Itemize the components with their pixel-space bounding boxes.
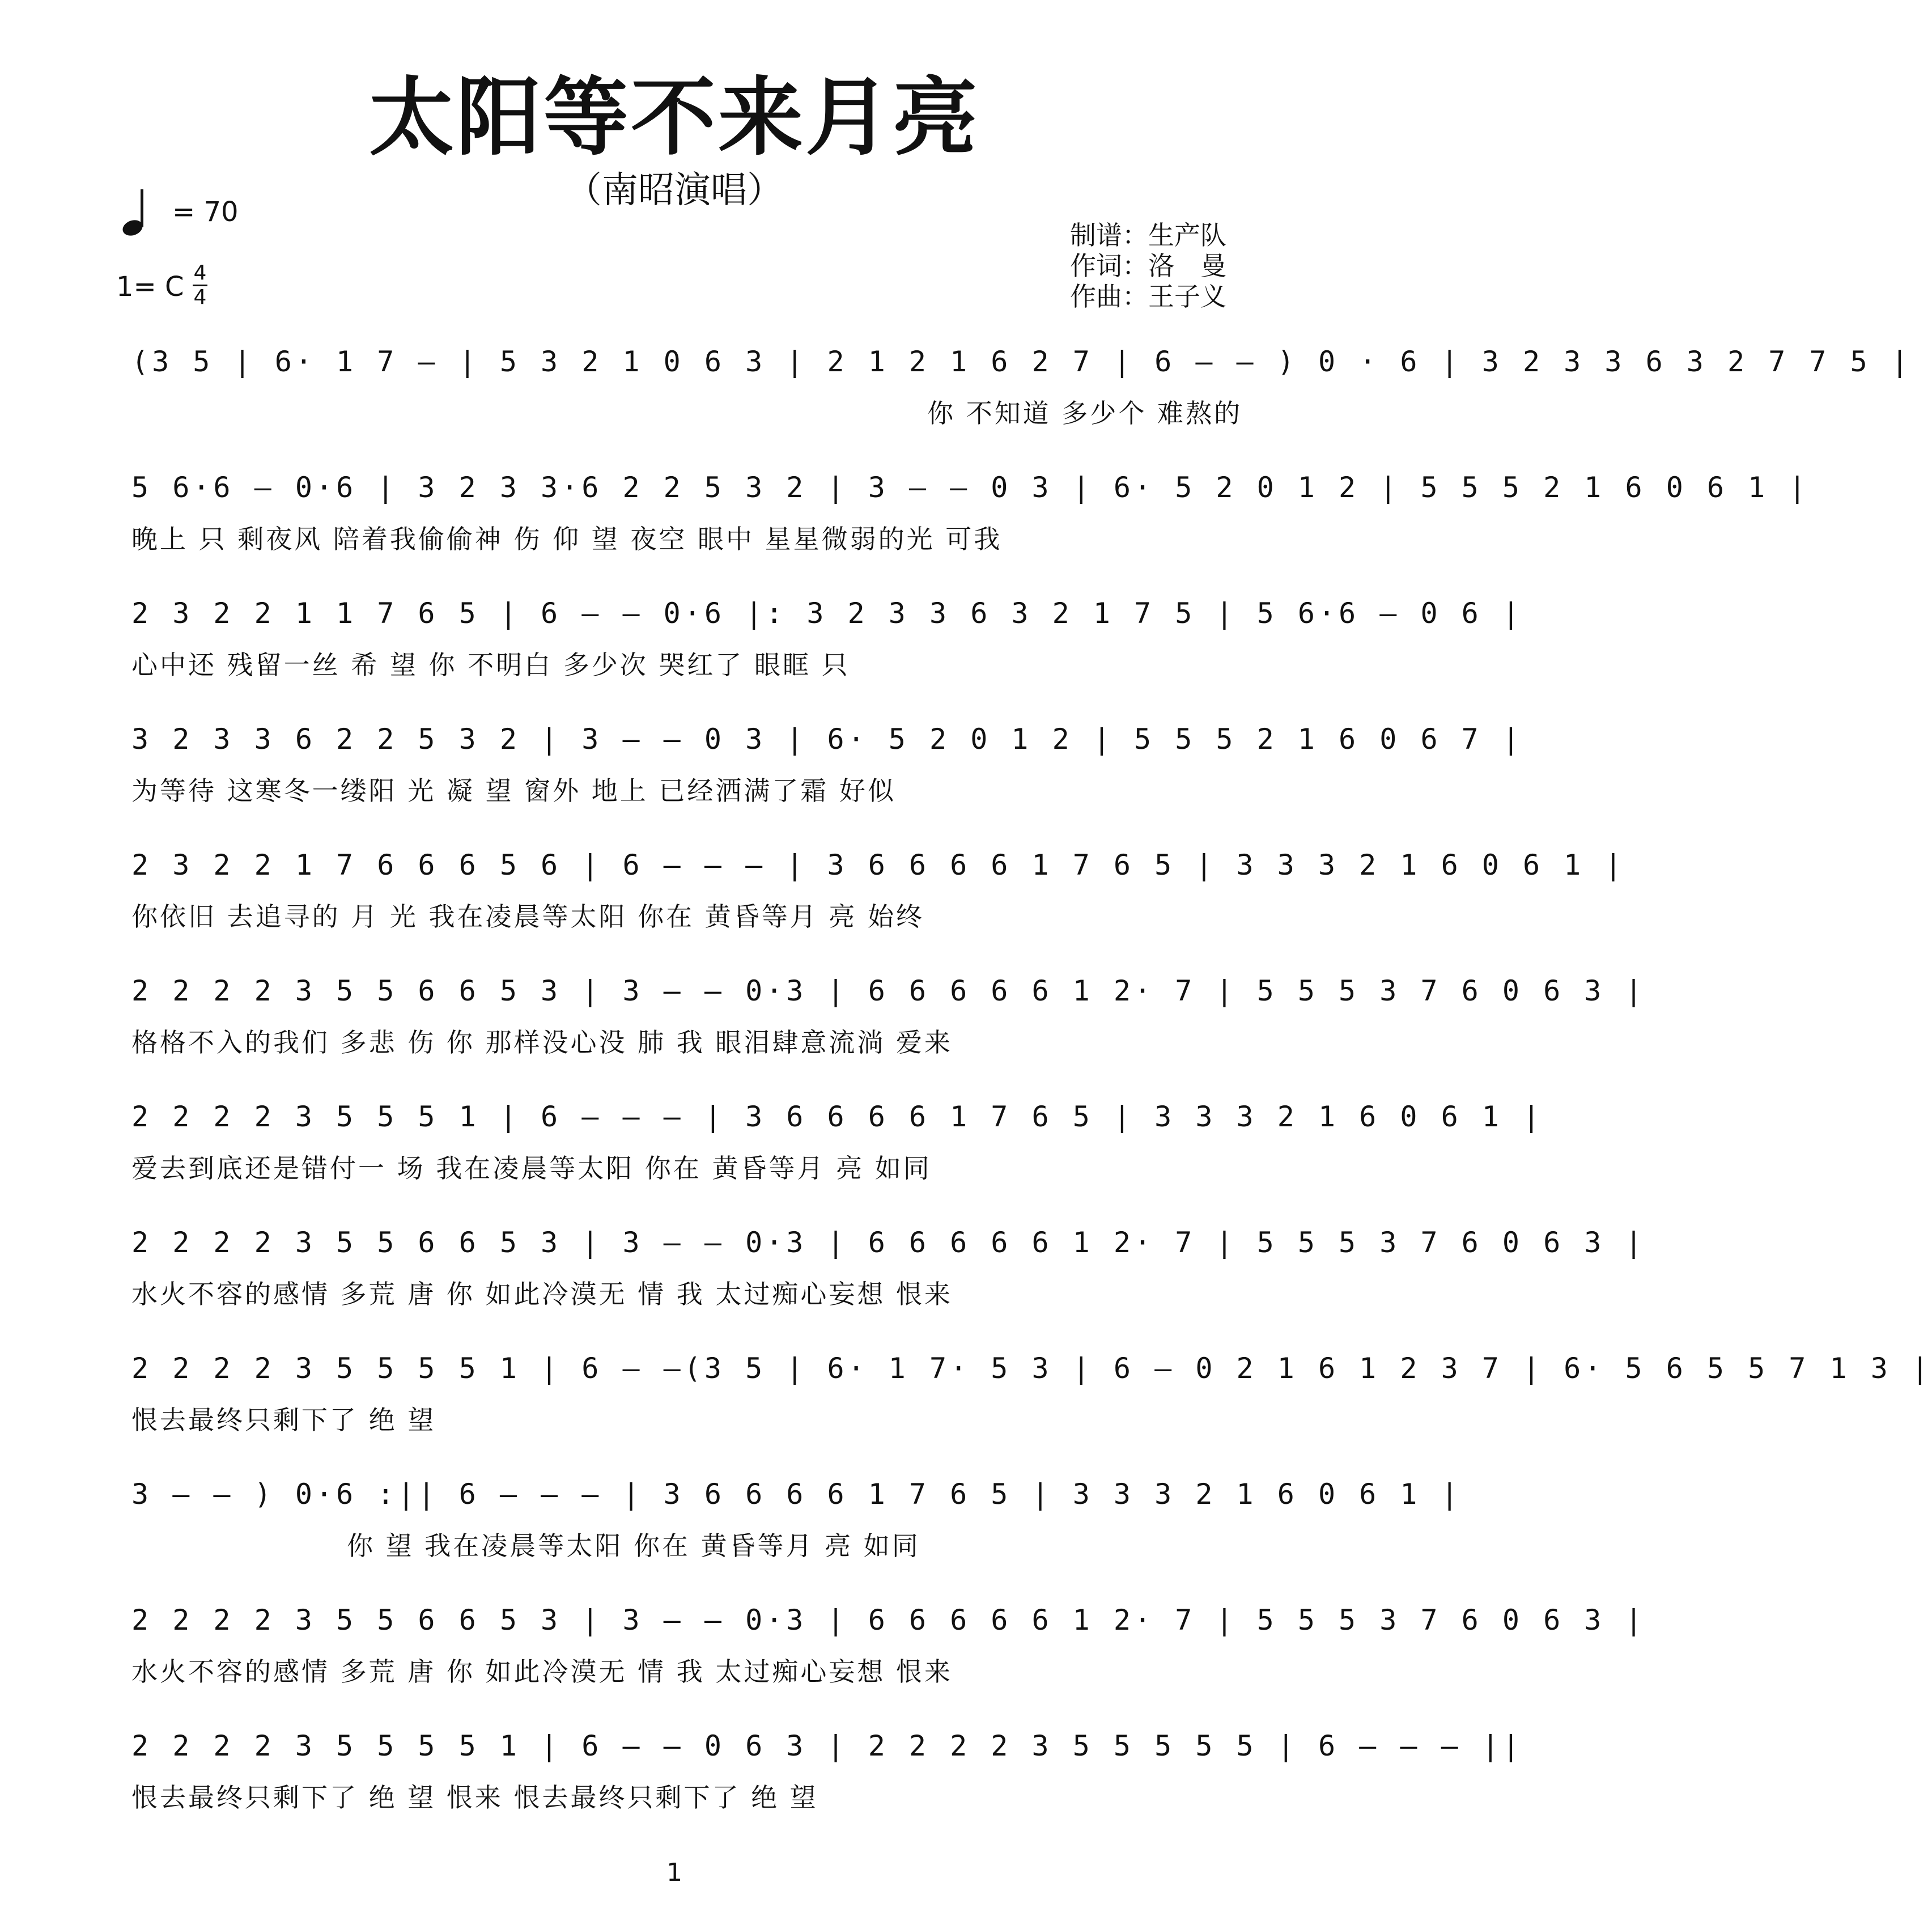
credit-composer: 作曲：王子义	[1070, 281, 1226, 312]
credit-lyricist: 作词：洛 曼	[1070, 251, 1226, 281]
lyrics-line: 恨去最终只剩下了 绝 望	[131, 1405, 436, 1435]
lyrics-line: 你 不知道 多少个 难熬的	[927, 398, 1242, 429]
time-signature-bottom: 4	[193, 286, 207, 309]
notation-line: 2 2 2 2 3 5 5 5 5 1 | 6 — —(3 5 | 6· 1 7· 5 3 | 6 — 0 2 1 6 1 2 3 7 | 6· 5 6 5 5 7 1 3 |	[131, 1352, 1932, 1385]
notation-line: 3 2 3 3 6 2 2 5 3 2 | 3 — — 0 3 | 6· 5 2 0 1 2 | 5 5 5 2 1 6 0 6 7 |	[131, 723, 1523, 756]
notation-line: 2 2 2 2 3 5 5 6 6 5 3 | 3 — — 0·3 | 6 6 6 6 6 1 2· 7 | 5 5 5 3 7 6 0 6 3 |	[131, 1226, 1646, 1259]
lyrics-line: 心中还 残留一丝 希 望 你 不明白 多少次 哭红了 眼眶 只	[131, 650, 850, 680]
quarter-note-icon	[120, 187, 154, 238]
lyrics-line: 你 望 我在凌晨等太阳 你在 黄昏等月 亮 如同	[347, 1530, 920, 1561]
lyrics-line: 水火不容的感情 多荒 唐 你 如此冷漠无 情 我 太过痴心妄想 恨来	[131, 1279, 953, 1309]
lyrics-line: 你依旧 去追寻的 月 光 我在凌晨等太阳 你在 黄昏等月 亮 始终	[131, 901, 924, 932]
lyrics-line: 格格不入的我们 多悲 伤 你 那样没心没 肺 我 眼泪肆意流淌 爱来	[131, 1027, 953, 1058]
key-signature: 1= C	[116, 271, 184, 303]
notation-line: 2 2 2 2 3 5 5 6 6 5 3 | 3 — — 0·3 | 6 6 6 6 6 1 2· 7 | 5 5 5 3 7 6 0 6 3 |	[131, 974, 1646, 1007]
time-signature-top: 4	[193, 261, 207, 285]
notation-line: 3 — — ) 0·6 :|| 6 — — — | 3 6 6 6 6 1 7 6 5 | 3 3 3 2 1 6 0 6 1 |	[131, 1478, 1462, 1511]
notation-line: 5 6·6 — 0·6 | 3 2 3 3·6 2 2 5 3 2 | 3 — — 0 3 | 6· 5 2 0 1 2 | 5 5 5 2 1 6 0 6 1 |	[131, 471, 1810, 504]
page-subtitle: （南昭演唱）	[566, 169, 783, 211]
notation-line: 2 2 2 2 3 5 5 6 6 5 3 | 3 — — 0·3 | 6 6 6 6 6 1 2· 7 | 5 5 5 3 7 6 0 6 3 |	[131, 1604, 1646, 1636]
credits	[1070, 220, 1226, 312]
lyrics-line: 晚上 只 剩夜风 陪着我偷偷神 伤 仰 望 夜空 眼中 星星微弱的光 可我	[131, 524, 1003, 554]
lyrics-line: 为等待 这寒冬一缕阳 光 凝 望 窗外 地上 已经洒满了霜 好似	[131, 775, 896, 806]
time-signature	[193, 263, 207, 308]
page-number: 1	[666, 1858, 682, 1887]
notation-line: 2 2 2 2 3 5 5 5 1 | 6 — — — | 3 6 6 6 6 1 7 6 5 | 3 3 3 2 1 6 0 6 1 |	[131, 1100, 1544, 1133]
lyrics-line: 水火不容的感情 多荒 唐 你 如此冷漠无 情 我 太过痴心妄想 恨来	[131, 1656, 953, 1687]
lyrics-line: 恨去最终只剩下了 绝 望 恨来 恨去最终只剩下了 绝 望	[131, 1782, 818, 1813]
notation-line: 2 3 2 2 1 7 6 6 6 5 6 | 6 — — — | 3 6 6 6 6 1 7 6 5 | 3 3 3 2 1 6 0 6 1 |	[131, 849, 1625, 881]
lyrics-line: 爱去到底还是错付一 场 我在凌晨等太阳 你在 黄昏等月 亮 如同	[131, 1153, 932, 1184]
notation-line: (3 5 | 6· 1 7 — | 5 3 2 1 0 6 3 | 2 1 2 1 6 2 7 | 6 — — ) 0 · 6 | 3 2 3 3 6 3 2 7 7 5 |	[131, 345, 1912, 378]
tempo-value: = 70	[172, 196, 239, 228]
notation-line: 2 2 2 2 3 5 5 5 5 1 | 6 — — 0 6 3 | 2 2 2 2 3 5 5 5 5 5 | 6 — — — ||	[131, 1729, 1523, 1762]
page-title: 太阳等不来月亮	[368, 69, 980, 167]
credit-arranger: 制谱：生产队	[1070, 220, 1226, 251]
notation-line: 2 3 2 2 1 1 7 6 5 | 6 — — 0·6 |: 3 2 3 3 6 3 2 1 7 5 | 5 6·6 — 0 6 |	[131, 597, 1523, 630]
